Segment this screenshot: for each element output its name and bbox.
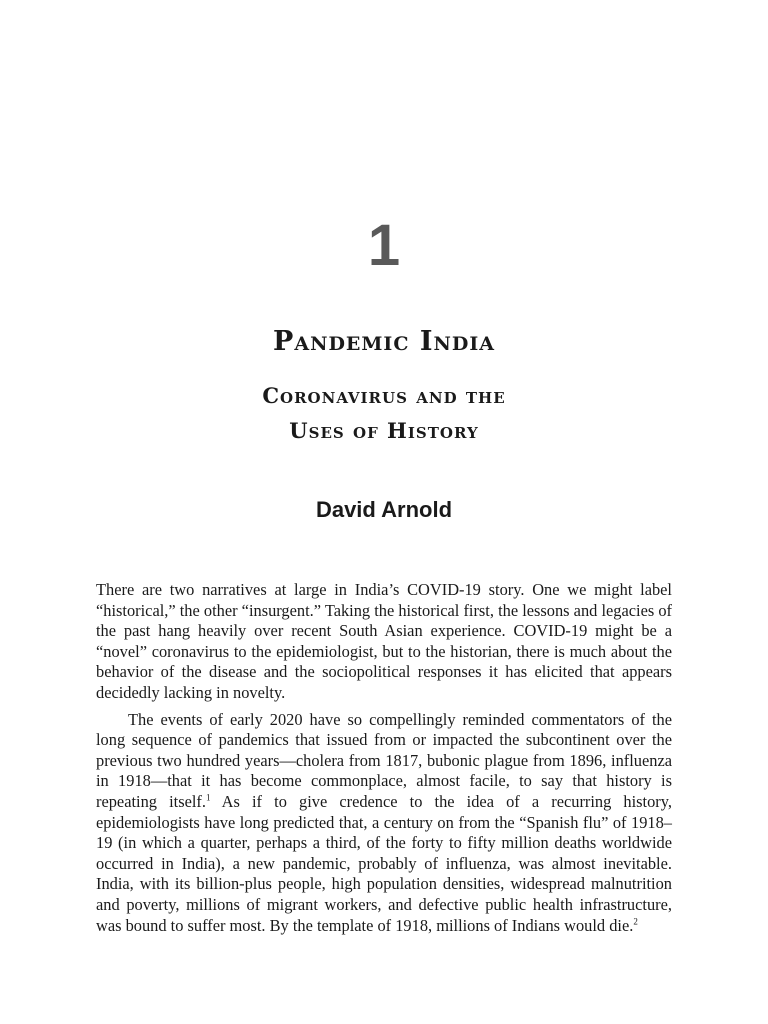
chapter-title: Pandemic India [273, 326, 495, 357]
footnote-ref-2[interactable]: 2 [633, 916, 638, 927]
chapter-subtitle [0, 378, 768, 448]
chapter-subtitle-line-1: Coronavirus and the [262, 383, 506, 408]
footnote-ref-1[interactable]: 1 [205, 792, 211, 803]
paragraph-1: There are two narratives at large in India’s COVID-19 story. One we might label “historical,” the other “insurgent.” Taking the historical first, the lessons and legacies of the past hang heavily over recent South Asian experience. COVID-19 might be a “novel” coronavirus to the epidemiologist, but to the historian, there is much about the behavior of the disease and the sociopolitical responses it has elicited that appears decidedly lacking in novelty. [96, 580, 672, 702]
chapter-number: 1 [367, 213, 401, 278]
paragraph-2-text-a: The events of early 2020 have so compellingly reminded commentators of the long sequence of pandemics that issued from or impacted the subcontinent over the previous two hundred years—cholera from 1817, bubonic plague from 1896, influenza in 1918—that it has become commonplace, almost facile, to say that history is repeating itself. [96, 709, 672, 811]
paragraph-2-text-b: As if to give credence to the idea of a recurring history, epidemiologists have long predicted that, a century on from the “Spanish flu” of 1918–19 (in which a quarter, perhaps a third, of the forty to fifty million deaths worldwide occurred in India), a new pandemic, probably of influenza, was almost inevitable. India, with its billion-plus people, high population densities, widespread malnutrition and poverty, millions of migrant workers, and defective public health infrastructure, was bound to suffer most. By the template of 1918, millions of Indians would die. [96, 791, 672, 935]
chapter-subtitle-line-2: Uses of History [289, 418, 479, 443]
body-text [96, 580, 672, 936]
author-name: David Arnold [315, 497, 453, 522]
paragraph-2 [96, 710, 672, 937]
